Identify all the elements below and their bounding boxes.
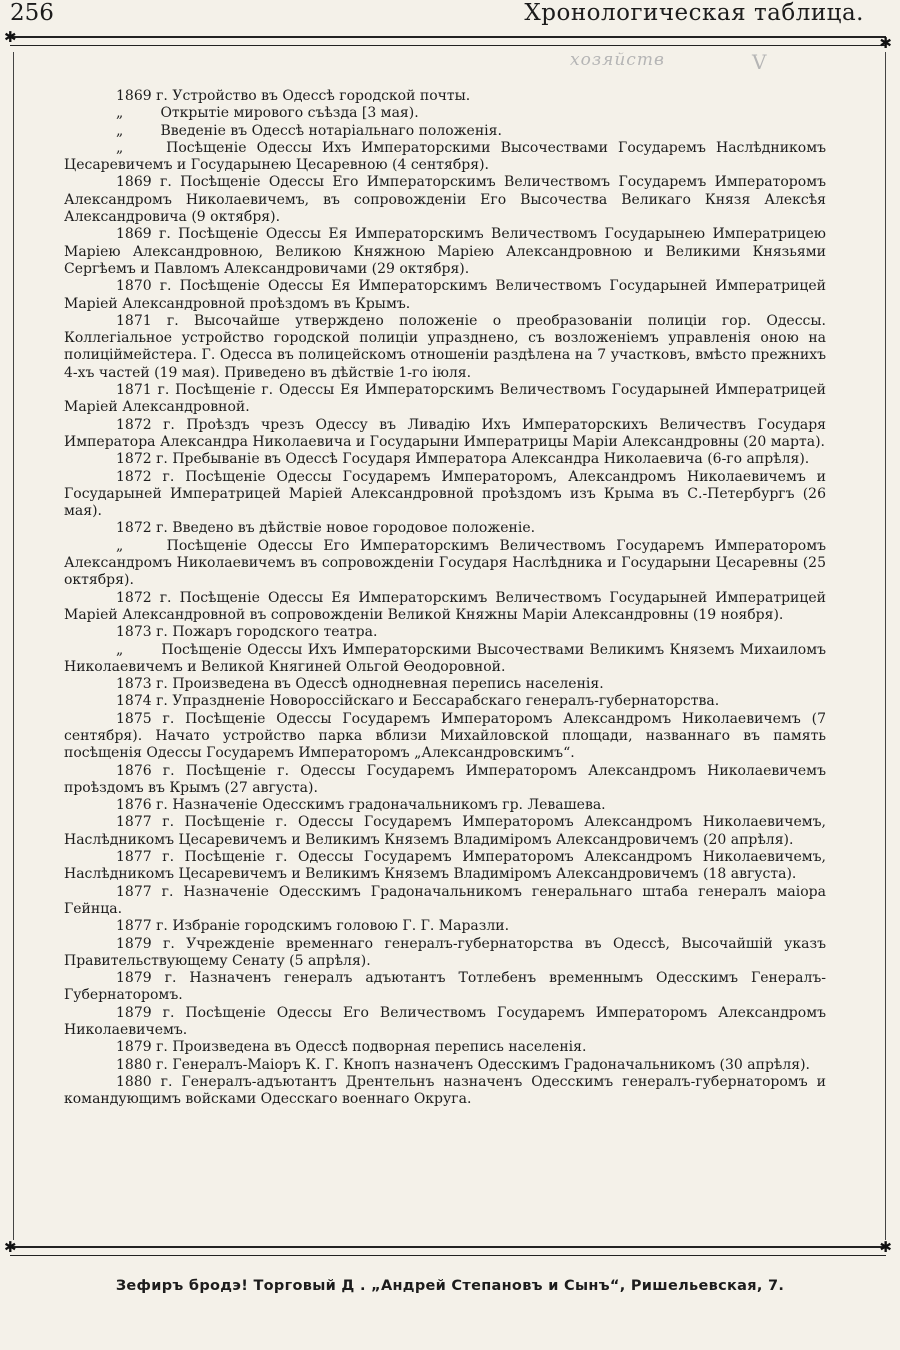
- entry-text: Посѣщеніе г. Одессы Государемъ Императоромъ Александромъ Николаевичемъ проѣздомъ въ Крымъ (27 августа).: [64, 762, 826, 796]
- entry-text: Избраніе городскимъ головою Г. Г. Маразли.: [167, 918, 510, 935]
- entry-text: Генералъ-адъютантъ Дрентельнъ назначенъ Одесскимъ генералъ-губернаторомъ и командующимъ войсками Одесскаго военнаго Округа.: [64, 1073, 826, 1108]
- page-header: [10, 0, 864, 34]
- entry-year: „: [116, 641, 124, 658]
- left-border-line: [13, 52, 14, 1240]
- chronology-entry: [64, 469, 826, 521]
- star-ornament-bottom-left: ✱: [4, 1238, 17, 1256]
- entry-year: 1879 г.: [116, 1039, 168, 1056]
- entry-text: Посѣщеніе Одессы Государемъ Императоромъ Александромъ Николаевичемъ (7 сентября). Начато устройство парка вблизи Михайловской площади, названнаго въ память посѣщенія Одессы Государемъ Императоромъ „Александровскимъ“.: [64, 710, 826, 762]
- entry-year: 1877 г.: [116, 849, 175, 866]
- chronology-entry: [64, 918, 826, 935]
- entry-text: Посѣщеніе г. Одессы Государемъ Императоромъ Александромъ Николаевичемъ, Наслѣдникомъ Цесаревичемъ и Великимъ Княземъ Владиміромъ Александровичемъ (18 августа).: [64, 849, 826, 883]
- entry-text: Генералъ-Маіоръ К. Г. Кнопъ назначенъ Одесскимъ Градоначальникомъ (30 апрѣля).: [167, 1056, 811, 1073]
- entry-year: 1880 г.: [116, 1056, 168, 1073]
- entry-text: Устройство въ Одессѣ городской почты.: [167, 88, 471, 104]
- chronology-entry: [64, 1057, 826, 1074]
- entry-text: Проѣздъ чрезъ Одессу въ Ливадію Ихъ Императорскихъ Величествъ Государя Императора Александра Николаевича и Государыни Императрицы Маріи Александровны (20 марта).: [64, 416, 826, 450]
- entry-year: 1877 г.: [116, 814, 175, 831]
- chronology-text: [64, 88, 826, 1109]
- entry-year: 1869 г.: [116, 174, 172, 191]
- entry-year: 1879 г.: [116, 1004, 175, 1021]
- entry-text: Посѣщеніе Одессы Ея Императорскимъ Величествомъ Государыней Императрицей Маріей Александровной въ сопровожденіи Великой Княжны Маріи Александровны (19 ноября).: [64, 589, 826, 623]
- entry-text: Посѣщеніе г. Одессы Государемъ Императоромъ Александромъ Николаевичемъ, Наслѣдникомъ Цесаревичемъ и Великимъ Княземъ Владиміромъ Александровичемъ (20 апрѣля).: [64, 814, 826, 848]
- chronology-entry: [64, 140, 826, 175]
- entry-text: Введено въ дѣйствіе новое городовое положеніе.: [167, 520, 536, 537]
- chronology-entry: [64, 849, 826, 884]
- top-double-rule: [10, 36, 886, 46]
- chronology-entry: [64, 105, 826, 122]
- entry-year: 1872 г.: [116, 416, 175, 433]
- entry-year: 1869 г.: [116, 226, 171, 243]
- chronology-entry: [64, 278, 826, 313]
- entry-text: Посѣщеніе Одессы Ея Императорскимъ Величествомъ Государынею Императрицею Маріею Александровною, Великою Княжною Маріею Александровною и Великими Князьями Сергѣемъ и Павломъ Александровичами (29 октября).: [64, 226, 826, 277]
- chronology-entry: [64, 590, 826, 625]
- entry-year: 1875 г.: [116, 710, 175, 727]
- entry-year: 1877 г.: [116, 883, 174, 900]
- chronology-entry: [64, 624, 826, 641]
- entry-year: 1880 г.: [116, 1073, 173, 1090]
- entry-text: Посѣщеніе г. Одессы Ея Императорскимъ Величествомъ Государыней Императрицей Маріей Александровной.: [64, 382, 826, 416]
- running-title: Хронологическая таблица.: [524, 0, 864, 26]
- chronology-entry: [64, 642, 826, 677]
- entry-text: Посѣщеніе Одессы Его Императорскимъ Величествомъ Государемъ Императоромъ Александромъ Николаевичемъ въ сопровожденіи Государя Наслѣдника и Государыни Цесаревны (25 октября).: [64, 537, 826, 589]
- star-ornament-bottom-right: ✱: [879, 1238, 892, 1256]
- entry-year: 1874 г.: [116, 693, 168, 710]
- entry-text: Открытіе мирового съѣзда [3 мая).: [156, 105, 419, 122]
- chronology-entry: [64, 936, 826, 971]
- entry-text: Посѣщеніе Одессы Его Императорскимъ Величествомъ Государемъ Императоромъ Александромъ Николаевичемъ, въ сопровожденіи Его Высочества Великаго Князя Алексѣя Александровича (9 октября).: [64, 174, 826, 226]
- entry-year: 1872 г.: [116, 589, 172, 606]
- library-stamp-letter: V: [752, 50, 767, 74]
- advertisement-footer: Зефиръ бродэ! Торговый Д . „Андрей Степановъ и Сынъ“, Ришельевская, 7.: [115, 1278, 785, 1294]
- entry-year: 1872 г.: [116, 451, 168, 468]
- entry-text: Посѣщеніе Одессы Ея Императорскимъ Величествомъ Государыней Императрицей Маріей Александровной проѣздомъ въ Крымъ.: [64, 278, 826, 312]
- chronology-entry: [64, 676, 826, 693]
- chronology-entry: [64, 1039, 826, 1056]
- entry-text: Посѣщеніе Одессы Ихъ Императорскими Высочествами Государемъ Наслѣдникомъ Цесаревичемъ и Государынею Цесаревною (4 сентября).: [64, 139, 826, 174]
- chronology-entry: [64, 313, 826, 382]
- chronology-entry: [64, 814, 826, 849]
- chronology-entry: [64, 520, 826, 537]
- entry-text: Посѣщеніе Одессы Его Величествомъ Государемъ Императоромъ Александромъ Николаевичемъ.: [64, 1004, 826, 1039]
- chronology-entry: [64, 693, 826, 710]
- entry-text: Назначенъ генералъ адъютантъ Тотлебенъ временнымъ Одесскимъ Генералъ-Губернаторомъ.: [64, 970, 826, 1004]
- chronology-entry: [64, 711, 826, 763]
- chronology-entry: [64, 226, 826, 278]
- entry-text: Посѣщеніе Одессы Государемъ Императоромъ, Александромъ Николаевичемъ и Государыней Императрицей Маріей Александровной проѣздомъ изъ Крыма въ С.-Петербургъ (26 мая).: [64, 468, 827, 520]
- page-number: 256: [10, 0, 54, 26]
- entry-year: 1872 г.: [116, 468, 175, 485]
- chronology-entry: [64, 174, 826, 226]
- entry-year: 1873 г.: [116, 624, 168, 641]
- star-ornament-top-right: ✱: [879, 34, 892, 52]
- entry-text: Произведена въ Одессѣ однодневная перепись населенія.: [167, 676, 604, 693]
- star-ornament-top-left: ✱: [4, 28, 17, 46]
- entry-year: 1872 г.: [116, 520, 168, 537]
- entry-year: 1879 г.: [116, 935, 175, 952]
- entry-year: 1871 г.: [116, 382, 170, 399]
- right-border-line: [885, 52, 886, 1240]
- chronology-entry: [64, 884, 826, 919]
- entry-year: 1873 г.: [116, 676, 168, 693]
- bottom-double-rule: [10, 1246, 886, 1256]
- entry-text: Произведена въ Одессѣ подворная перепись населенія.: [167, 1039, 587, 1056]
- entry-text: Введеніе въ Одессѣ нотаріальнаго положенія.: [156, 122, 502, 139]
- chronology-entry: [64, 970, 826, 1005]
- chronology-entry: [64, 797, 826, 814]
- chronology-entry: [64, 88, 826, 105]
- entry-year: 1869 г.: [116, 88, 168, 104]
- entry-text: Упраздненіе Новороссійскаго и Бессарабскаго генералъ-губернаторства.: [167, 693, 720, 710]
- entry-year: 1876 г.: [116, 762, 175, 779]
- chronology-entry: [64, 763, 826, 798]
- entry-year: „: [116, 105, 124, 122]
- entry-text: Учрежденіе временнаго генералъ-губернаторства въ Одессѣ, Высочайшій указъ Правительствующему Сенату (5 апрѣля).: [64, 935, 826, 969]
- entry-year: 1877 г.: [116, 918, 168, 935]
- chronology-entry: [64, 1005, 826, 1040]
- entry-year: 1870 г.: [116, 278, 172, 295]
- chronology-entry: [64, 1074, 826, 1109]
- chronology-entry: [64, 123, 826, 140]
- entry-year: 1876 г.: [116, 797, 168, 814]
- chronology-entry: [64, 538, 826, 590]
- entry-text: Назначеніе Одесскимъ градоначальникомъ гр. Левашева.: [167, 797, 606, 814]
- entry-text: Пребываніе въ Одессѣ Государя Императора Александра Николаевича (6-го апрѣля).: [167, 451, 810, 468]
- entry-text: Посѣщеніе Одессы Ихъ Императорскими Высочествами Великимъ Княземъ Михаиломъ Николаевичемъ и Великой Княгиней Ольгой Ѳеодоровной.: [64, 641, 826, 675]
- chronology-entry: [64, 417, 826, 452]
- entry-year: 1871 г.: [116, 312, 179, 329]
- entry-year: 1879 г.: [116, 970, 177, 987]
- chronology-entry: [64, 451, 826, 468]
- chronology-entry: [64, 382, 826, 417]
- entry-text: Назначеніе Одесскимъ Градоначальникомъ генеральнаго штаба генералъ маіора Гейнца.: [64, 883, 826, 917]
- library-stamp: хозяйств: [570, 50, 665, 70]
- entry-year: „: [116, 139, 124, 156]
- entry-text: Пожаръ городского театра.: [167, 624, 378, 641]
- entry-text: Высочайше утверждено положеніе о преобразованіи полиціи гор. Одессы. Коллегіальное устройство городской полиціи упразднено, съ возложеніемъ управленія оною на полиціймейстера. Г. Одесса въ полицейскомъ отношеніи раздѣлена на 7 участковъ, вмѣсто прежнихъ 4-хъ частей (19 мая). Приведено въ дѣйствіе 1-го іюля.: [64, 312, 826, 381]
- entry-year: „: [116, 122, 124, 139]
- entry-year: „: [116, 537, 124, 554]
